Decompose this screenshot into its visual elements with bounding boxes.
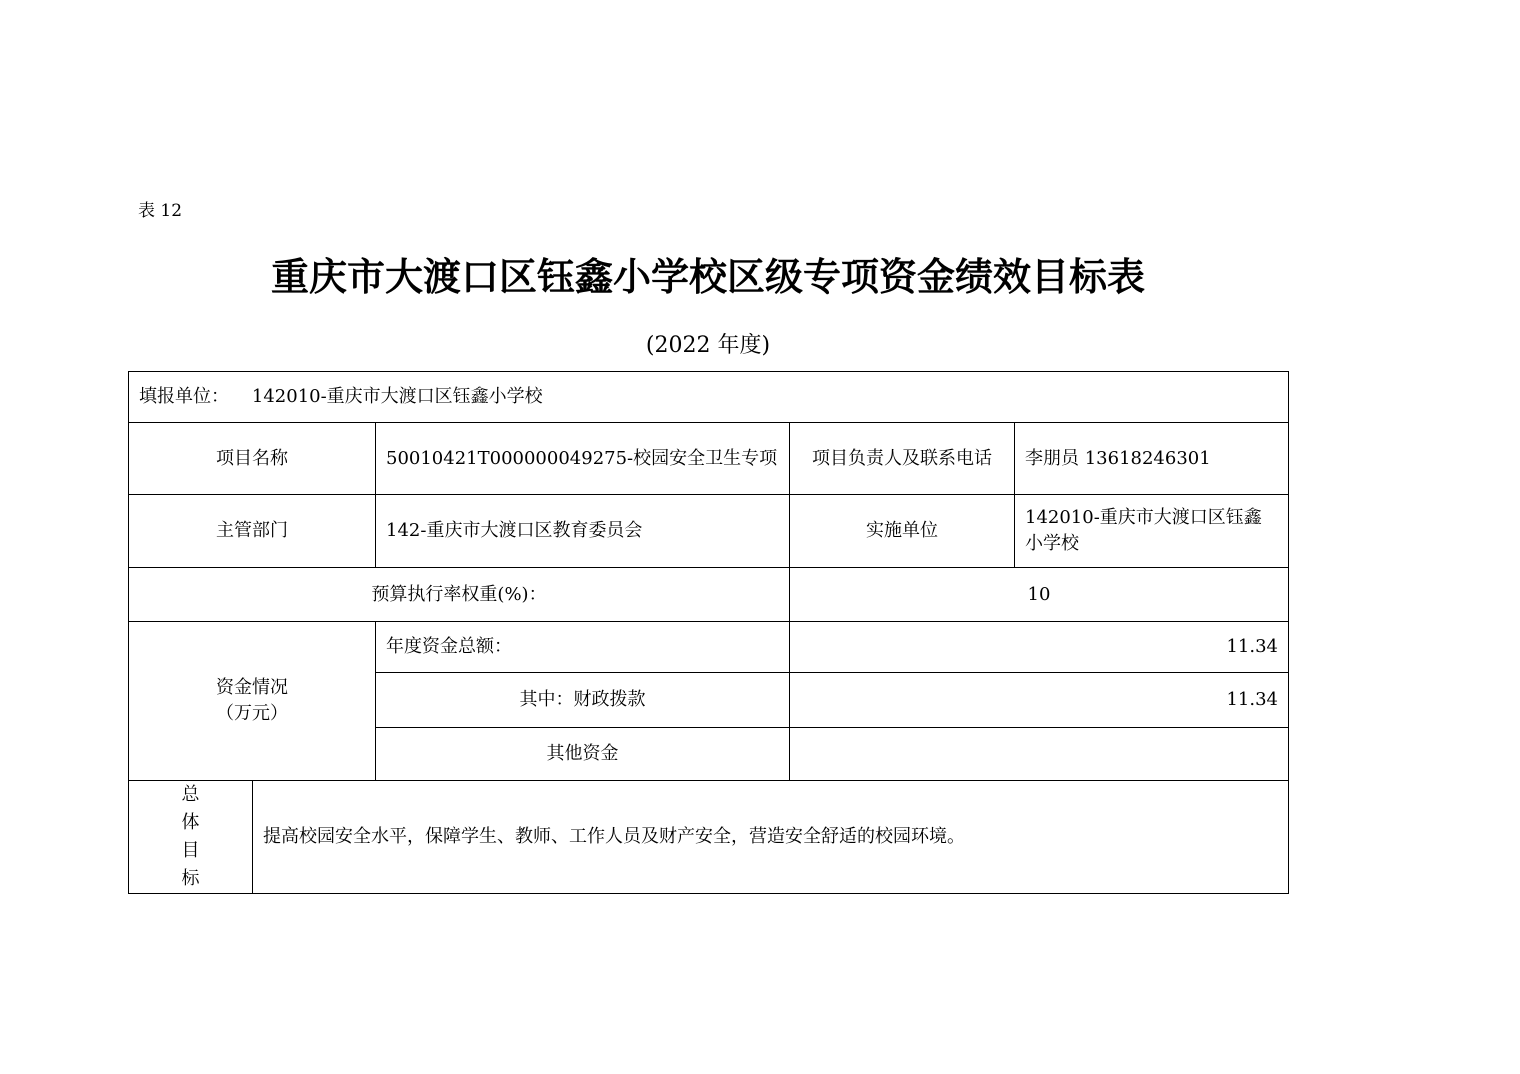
- impl-unit-label: 实施单位: [790, 495, 1015, 568]
- funds-label-line1: 资金情况: [216, 677, 288, 698]
- impl-unit-value: [1015, 495, 1289, 568]
- page-title: 重庆市大渡口区钰鑫小学校区级专项资金绩效目标表: [270, 255, 1145, 299]
- project-name-value: 50010421T000000049275-校园安全卫生专项: [376, 423, 790, 495]
- contact-label: 项目负责人及联系电话: [790, 423, 1015, 495]
- other-funds-value: [790, 728, 1289, 781]
- impl-unit-value-line1: 142010-重庆市大渡口区钰鑫: [1025, 507, 1262, 528]
- annual-total-row: [129, 622, 1289, 673]
- funds-label-line2: （万元）: [216, 703, 288, 724]
- project-name-row: [129, 423, 1289, 495]
- annual-total-label: 年度资金总额：: [376, 622, 790, 673]
- table-number: 表 12: [138, 201, 183, 221]
- other-funds-label: 其他资金: [376, 728, 790, 781]
- overall-goal-row: [129, 781, 1289, 894]
- funds-label: [129, 622, 376, 781]
- reporting-unit-value: 142010-重庆市大渡口区钰鑫小学校: [251, 386, 543, 407]
- budget-weight-label: 预算执行率权重(%)：: [129, 568, 790, 622]
- goal-label-char: 总: [181, 784, 200, 805]
- overall-goal-value: 提高校园安全水平，保障学生、教师、工作人员及财产安全，营造安全舒适的校园环境。: [253, 781, 1289, 894]
- reporting-unit-row: [129, 372, 1289, 423]
- department-label: 主管部门: [129, 495, 376, 568]
- overall-goal-label: [129, 781, 253, 894]
- annual-total-value: 11.34: [790, 622, 1289, 673]
- reporting-unit-label: 填报单位：: [139, 386, 229, 407]
- department-value: 142-重庆市大渡口区教育委员会: [376, 495, 790, 568]
- goal-label-char: 目: [181, 840, 200, 861]
- project-name-label: 项目名称: [129, 423, 376, 495]
- department-row: [129, 495, 1289, 568]
- fiscal-label: 其中：财政拨款: [376, 673, 790, 728]
- impl-unit-value-line2: 小学校: [1025, 533, 1079, 554]
- reporting-unit-cell: [129, 372, 1289, 423]
- performance-target-table: [128, 371, 1289, 894]
- contact-value: 李朋员 13618246301: [1015, 423, 1289, 495]
- budget-weight-value: 10: [790, 568, 1289, 622]
- fiscal-value: 11.34: [790, 673, 1289, 728]
- fiscal-year: (2022 年度): [645, 333, 771, 358]
- goal-label-char: 体: [181, 812, 200, 833]
- goal-label-char: 标: [181, 868, 200, 889]
- budget-weight-row: [129, 568, 1289, 622]
